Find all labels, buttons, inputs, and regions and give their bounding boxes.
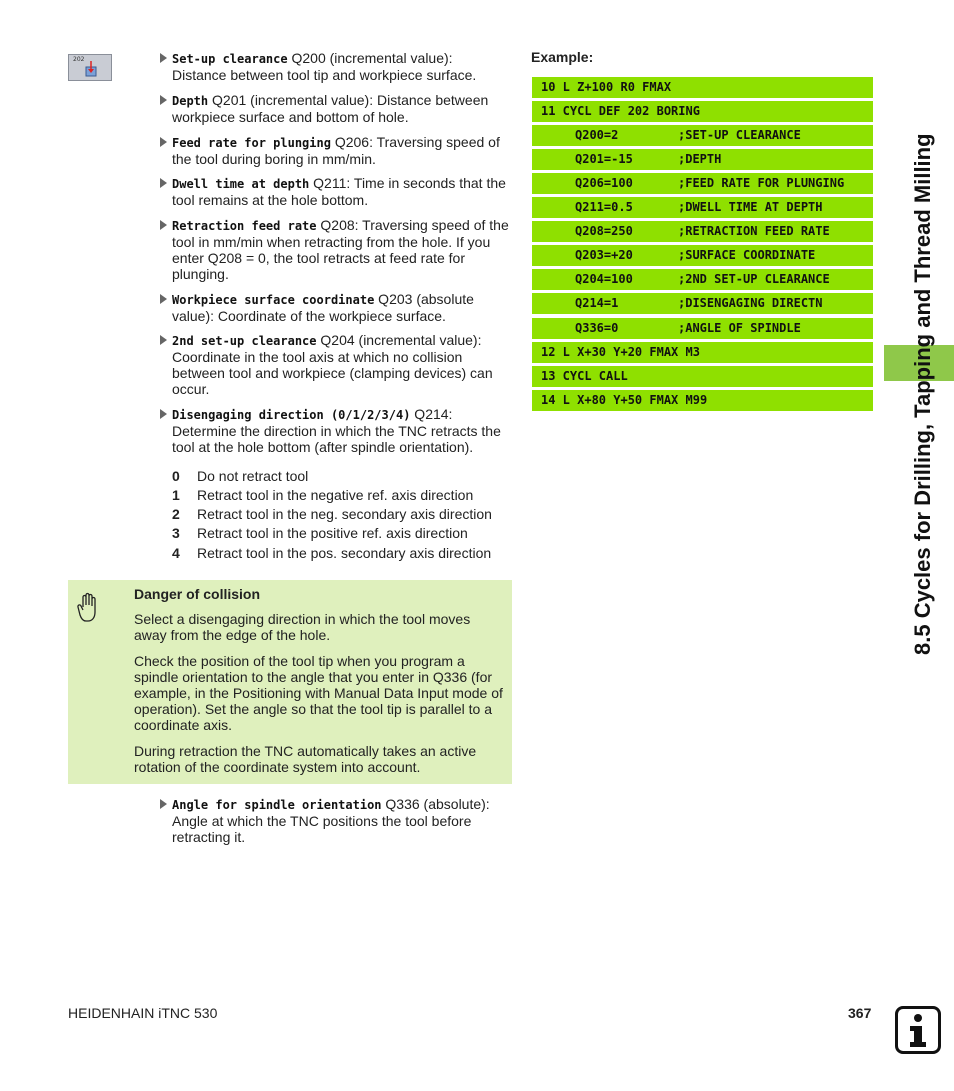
cycle-number: 202 bbox=[73, 56, 85, 63]
option-text: Retract tool in the positive ref. axis direction bbox=[197, 525, 468, 541]
code-line bbox=[532, 366, 873, 387]
code-comment: ;RETRACTION FEED RATE bbox=[678, 224, 830, 238]
code-line bbox=[532, 390, 873, 411]
option-text: Retract tool in the neg. secondary axis direction bbox=[197, 506, 492, 522]
code-line bbox=[532, 318, 873, 339]
code-text: 11 CYCL DEF 202 BORING bbox=[541, 104, 700, 118]
boring-tool-icon bbox=[69, 55, 111, 80]
triangle-bullet-icon bbox=[160, 53, 167, 63]
param-keyword: Retraction feed rate bbox=[172, 219, 317, 233]
param-description: Q204 (incremental value): Coordinate in the tool axis at which no collision between tool and workpiece (clamping devices) can occur. bbox=[172, 332, 493, 397]
code-comment: ;ANGLE OF SPINDLE bbox=[678, 321, 801, 335]
param-feed-rate-plunging bbox=[160, 134, 510, 167]
code-text: Q208=250 bbox=[575, 224, 633, 238]
code-text: 13 CYCL CALL bbox=[541, 369, 628, 383]
code-text: 10 L Z+100 R0 FMAX bbox=[541, 80, 672, 94]
code-line bbox=[532, 149, 873, 170]
option-number: 3 bbox=[172, 525, 180, 541]
code-line bbox=[532, 77, 873, 98]
param-keyword: Angle for spindle orientation bbox=[172, 798, 382, 812]
param-description: Q208: Traversing speed of the tool in mm/min when retracting from the hole. If you enter Q208 = 0, the tool retracts at feed rate for plunging. bbox=[172, 217, 509, 282]
param-description: Q214: Determine the direction in which the TNC retracts the tool at the hole bottom (after spindle orientation). bbox=[172, 406, 501, 455]
cycle-202-icon bbox=[68, 54, 112, 81]
param-setup-clearance bbox=[160, 50, 510, 83]
option-item bbox=[172, 544, 491, 563]
param-description: Q201 (incremental value): Distance between workpiece surface and bottom of hole. bbox=[172, 92, 489, 125]
warning-paragraph: Select a disengaging direction in which the tool moves away from the edge of the hole. bbox=[134, 611, 471, 643]
param-description: Q211: Time in seconds that the tool remains at the hole bottom. bbox=[172, 175, 506, 208]
code-line bbox=[532, 245, 873, 266]
triangle-bullet-icon bbox=[160, 335, 167, 345]
triangle-bullet-icon bbox=[160, 220, 167, 230]
info-icon bbox=[895, 1006, 941, 1054]
code-comment: ;FEED RATE FOR PLUNGING bbox=[678, 176, 845, 190]
param-2nd-setup-clearance bbox=[160, 332, 510, 397]
code-line bbox=[532, 221, 873, 242]
param-keyword: Dwell time at depth bbox=[172, 177, 310, 191]
param-workpiece-surface bbox=[160, 291, 510, 324]
triangle-bullet-icon bbox=[160, 178, 167, 188]
param-keyword: 2nd set-up clearance bbox=[172, 334, 317, 348]
code-comment: ;SET-UP CLEARANCE bbox=[678, 128, 801, 142]
code-text: Q211=0.5 bbox=[575, 200, 633, 214]
triangle-bullet-icon bbox=[160, 409, 167, 419]
triangle-bullet-icon bbox=[160, 137, 167, 147]
code-text: Q204=100 bbox=[575, 272, 633, 286]
code-line bbox=[532, 173, 873, 194]
option-text: Retract tool in the negative ref. axis direction bbox=[197, 487, 474, 503]
param-keyword: Disengaging direction (0/1/2/3/4) bbox=[172, 408, 411, 422]
option-item bbox=[172, 486, 473, 505]
option-item bbox=[172, 505, 492, 524]
param-depth bbox=[160, 92, 510, 125]
param-keyword: Depth bbox=[172, 94, 209, 108]
section-title: 8.5 Cycles for Drilling, Tapping and Thread Milling bbox=[910, 133, 935, 655]
code-comment: ;DISENGAGING DIRECTN bbox=[678, 296, 823, 310]
code-text: Q336=0 bbox=[575, 321, 619, 335]
code-text: Q200=2 bbox=[575, 128, 619, 142]
warning-paragraph: During retraction the TNC automatically takes an active rotation of the coordinate system into account. bbox=[134, 743, 477, 775]
param-description: Q206: Traversing speed of the tool during boring in mm/min. bbox=[172, 134, 500, 167]
code-comment: ;DWELL TIME AT DEPTH bbox=[678, 200, 823, 214]
example-label: Example: bbox=[531, 49, 594, 65]
param-spindle-angle bbox=[160, 796, 510, 845]
code-text: Q201=-15 bbox=[575, 152, 633, 166]
code-line bbox=[532, 269, 873, 290]
param-retraction-feed-rate bbox=[160, 217, 510, 282]
page-number: 367 bbox=[848, 1005, 872, 1021]
code-text: 14 L X+80 Y+50 FMAX M99 bbox=[541, 393, 708, 407]
triangle-bullet-icon bbox=[160, 799, 167, 809]
triangle-bullet-icon bbox=[160, 294, 167, 304]
param-dwell-time bbox=[160, 175, 510, 208]
triangle-bullet-icon bbox=[160, 95, 167, 105]
option-item bbox=[172, 467, 308, 486]
option-item bbox=[172, 524, 468, 543]
footer-product: HEIDENHAIN iTNC 530 bbox=[68, 1005, 218, 1021]
code-comment: ;DEPTH bbox=[678, 152, 722, 166]
param-description: Q336 (absolute): Angle at which the TNC positions the tool before retracting it. bbox=[172, 796, 490, 845]
code-comment: ;2ND SET-UP CLEARANCE bbox=[678, 272, 830, 286]
code-text: 12 L X+30 Y+20 FMAX M3 bbox=[541, 345, 700, 359]
code-line bbox=[532, 125, 873, 146]
hand-warning-icon bbox=[76, 592, 102, 626]
option-number: 4 bbox=[172, 545, 180, 561]
option-text: Do not retract tool bbox=[197, 468, 309, 484]
warning-title: Danger of collision bbox=[134, 586, 261, 602]
option-number: 1 bbox=[172, 487, 180, 503]
code-line bbox=[532, 101, 873, 122]
code-comment: ;SURFACE COORDINATE bbox=[678, 248, 816, 262]
code-text: Q203=+20 bbox=[575, 248, 633, 262]
code-line bbox=[532, 197, 873, 218]
param-description: Q203 (absolute value): Coordinate of the workpiece surface. bbox=[172, 291, 474, 324]
collision-warning-box bbox=[68, 580, 512, 784]
param-keyword: Set-up clearance bbox=[172, 52, 288, 66]
param-description: Q200 (incremental value): Distance between tool tip and workpiece surface. bbox=[172, 50, 477, 83]
param-keyword: Feed rate for plunging bbox=[172, 136, 331, 150]
option-number: 0 bbox=[172, 468, 180, 484]
code-text: Q206=100 bbox=[575, 176, 633, 190]
code-line bbox=[532, 293, 873, 314]
code-text: Q214=1 bbox=[575, 296, 619, 310]
warning-paragraph: Check the position of the tool tip when you program a spindle orientation to the angle that you enter in Q336 (for example, in the Positioning with Manual Data Input mode of operation). Set the angle so that the tool tip is parallel to a coordinate axis. bbox=[134, 653, 503, 733]
option-number: 2 bbox=[172, 506, 180, 522]
code-line bbox=[532, 342, 873, 363]
option-text: Retract tool in the pos. secondary axis direction bbox=[197, 545, 492, 561]
param-disengaging-direction bbox=[160, 406, 510, 455]
param-keyword: Workpiece surface coordinate bbox=[172, 293, 375, 307]
